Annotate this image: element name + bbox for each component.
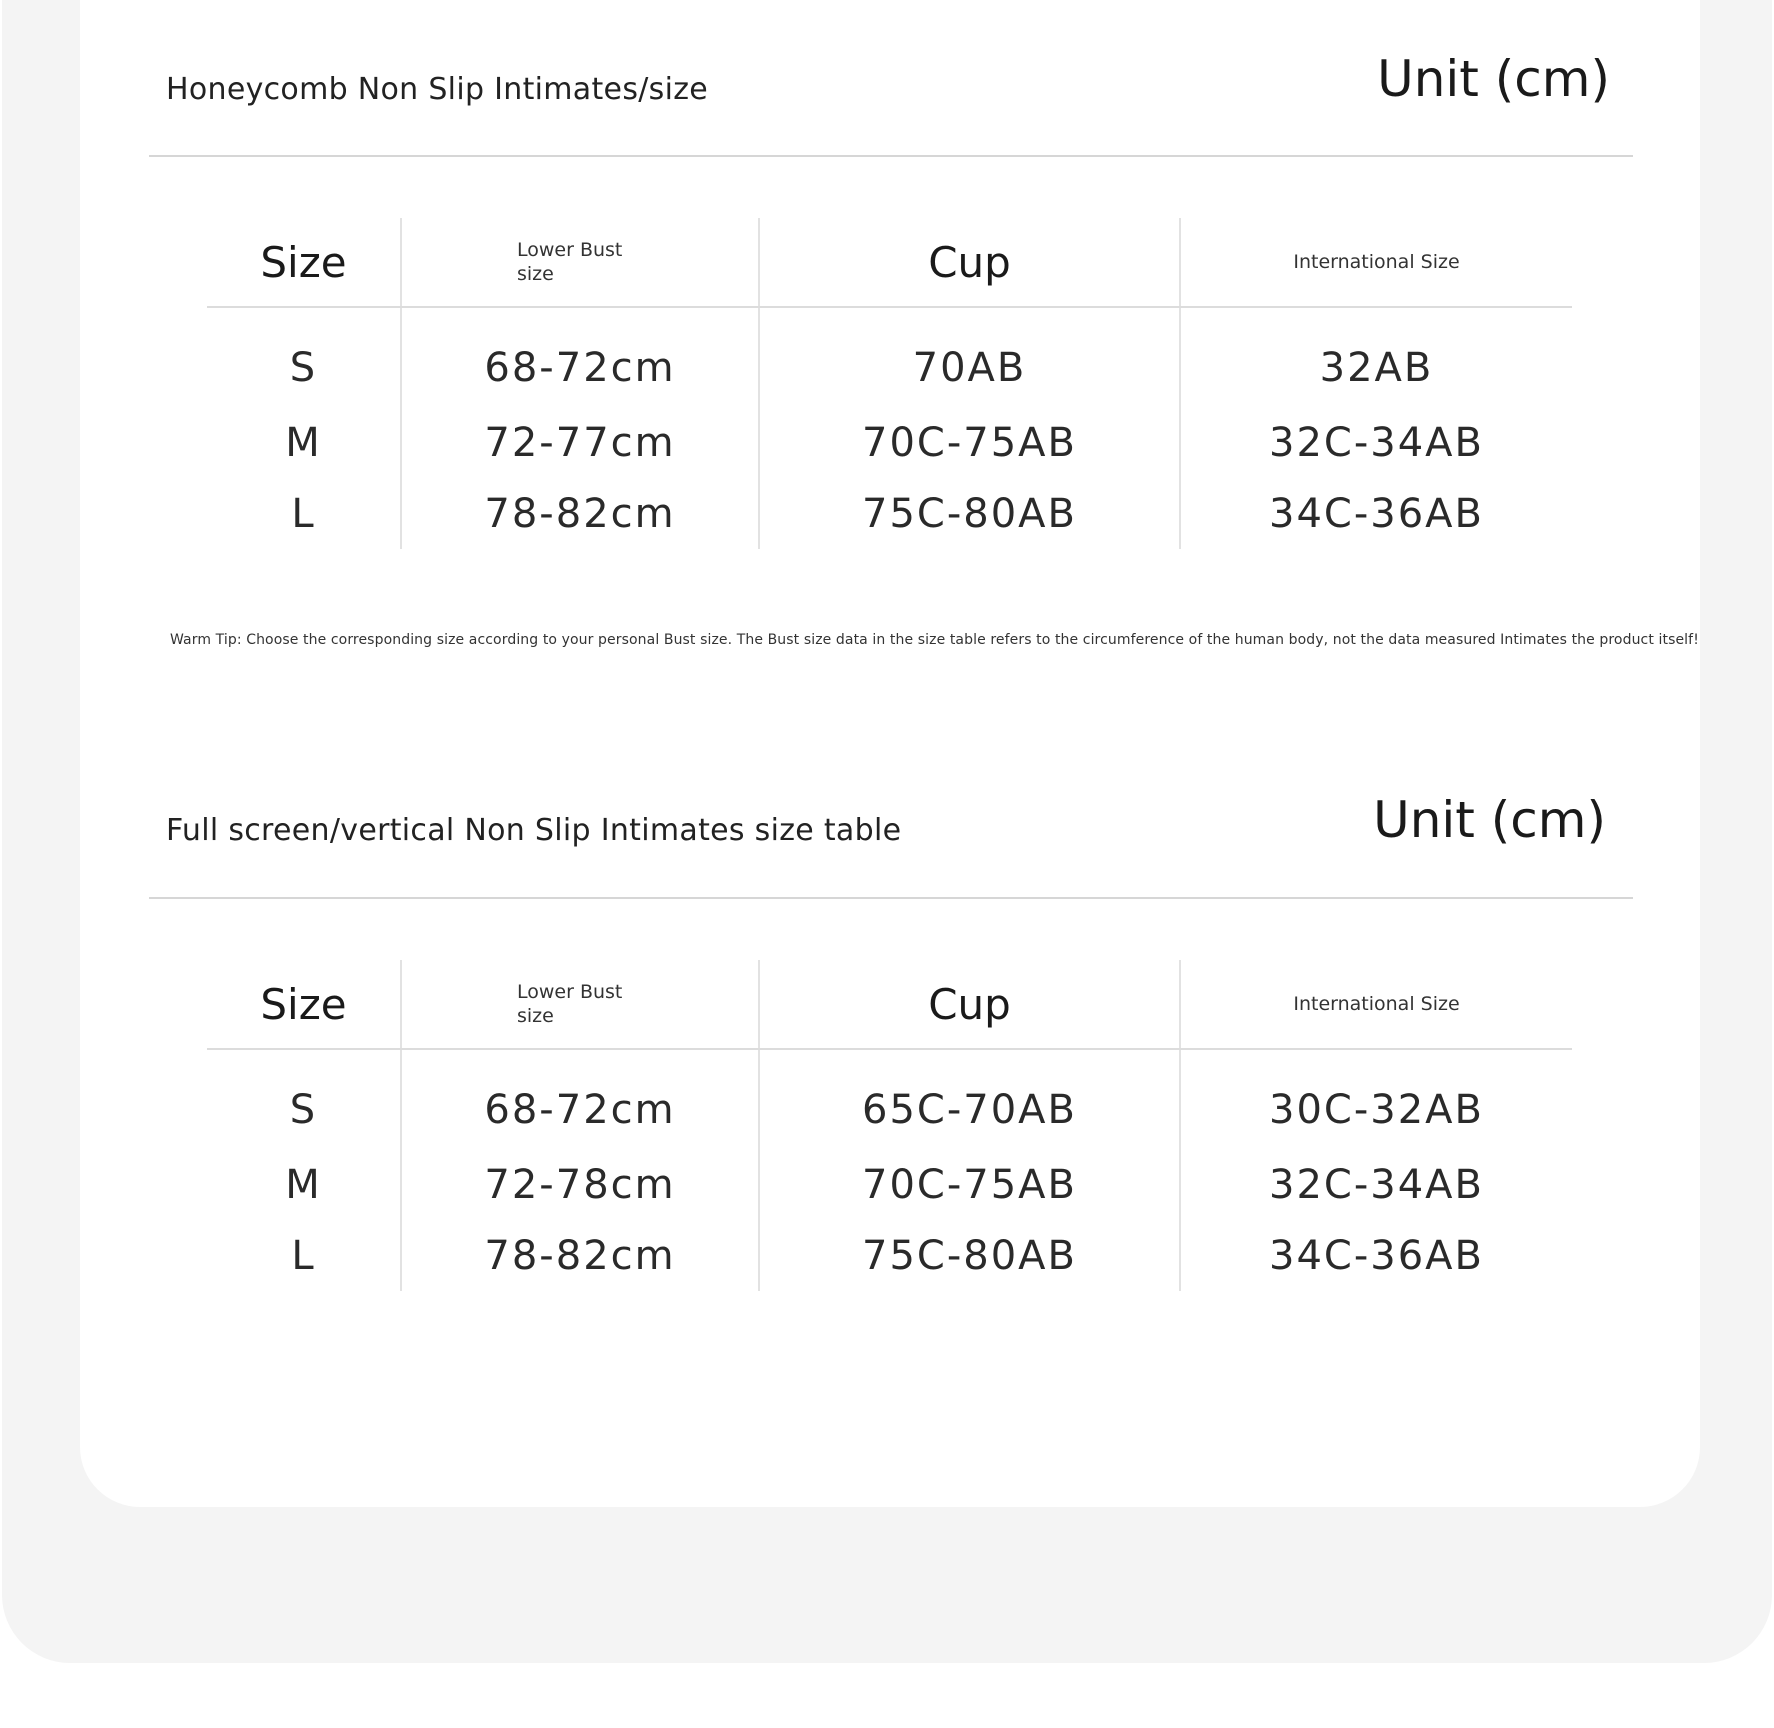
unit-label: Unit (cm) [1373,791,1606,849]
divider [149,155,1633,157]
cell-cup: 65C-70AB [759,1049,1180,1149]
unit-label: Unit (cm) [1377,50,1610,108]
cell-lower-bust: 78-82cm [401,478,759,549]
table-header-row [207,218,1572,307]
cell-international: 34C-36AB [1180,1220,1572,1291]
header-cup: Cup [759,960,1180,1049]
cell-cup: 70C-75AB [759,1149,1180,1220]
table-row [207,307,1572,407]
cell-cup: 75C-80AB [759,478,1180,549]
cell-lower-bust: 68-72cm [401,307,759,407]
cell-size: S [289,1086,318,1133]
header-lower-bust-label: Lower Bust size [517,981,623,1027]
header-size: Size [207,218,401,307]
cell-lower-bust: 72-77cm [401,407,759,478]
header-lower-bust [401,960,759,1049]
cell-lower-bust: 72-78cm [401,1149,759,1220]
cell-cup: 75C-80AB [759,1220,1180,1291]
table-row [207,407,1572,478]
size-table [207,960,1572,1291]
cell-size: S [289,344,318,391]
cell-lower-bust: 78-82cm [401,1220,759,1291]
table-row [207,1220,1572,1291]
warm-tip: Warm Tip: Choose the corresponding size according to your personal Bust size. The Bust size data in the size table refers to the circumference of the human body, not the data measured Intimates the product itself! [170,632,1699,648]
cell-international: 32C-34AB [1180,1149,1572,1220]
divider [149,897,1633,899]
cell-international: 34C-36AB [1180,478,1572,549]
table-row [207,1149,1572,1220]
cell-size: L [291,490,316,537]
header-international: International Size [1180,960,1572,1049]
cell-size: M [285,419,322,466]
cell-cup: 70C-75AB [759,407,1180,478]
header-size: Size [207,960,401,1049]
cell-international: 32AB [1180,307,1572,407]
cell-international: 32C-34AB [1180,407,1572,478]
header-cup: Cup [759,218,1180,307]
table-row [207,1049,1572,1149]
table-row [207,478,1572,549]
table-header-row [207,960,1572,1049]
cell-lower-bust: 68-72cm [401,1049,759,1149]
header-lower-bust [401,218,759,307]
size-table [207,218,1572,549]
section-title: Honeycomb Non Slip Intimates/size [166,72,709,107]
section-title: Full screen/vertical Non Slip Intimates size table [166,813,902,848]
header-lower-bust-label: Lower Bust size [517,239,623,285]
cell-size: M [285,1161,322,1208]
header-international: International Size [1180,218,1572,307]
cell-international: 30C-32AB [1180,1049,1572,1149]
cell-cup: 70AB [759,307,1180,407]
cell-size: L [291,1232,316,1279]
